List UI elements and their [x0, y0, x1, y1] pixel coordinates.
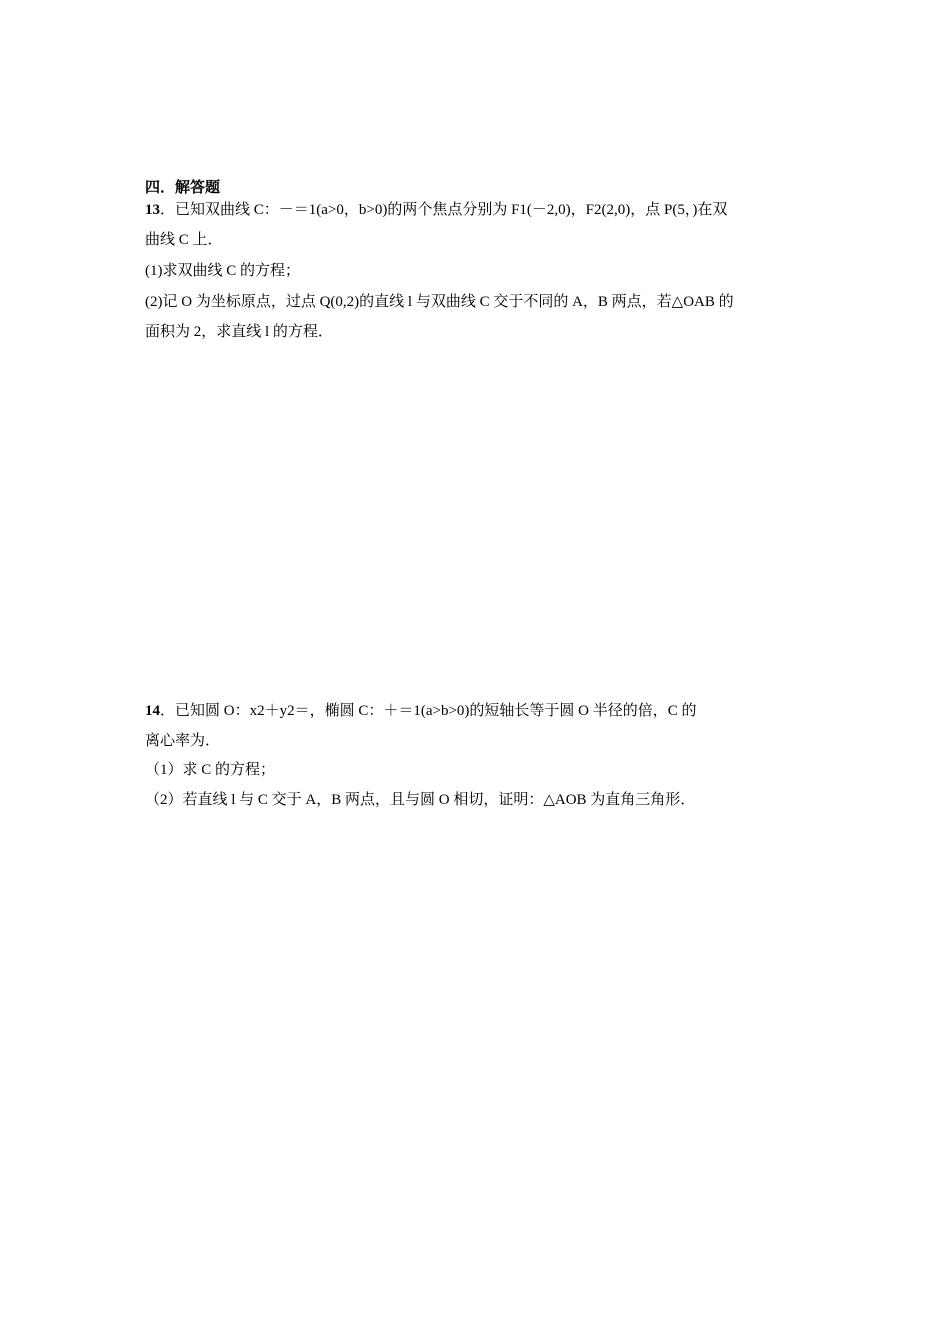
q13-part2-line1: (2)记 O 为坐标原点，过点 Q(0,2)的直线 l 与双曲线 C 交于不同的 A，B 两点，若△OAB 的	[145, 294, 734, 310]
q13-line2: 曲线 C 上．	[145, 232, 223, 248]
q14-part2: （2）若直线 l 与 C 交于 A，B 两点，且与圆 O 相切，证明：△AOB 为直角三角形．	[145, 792, 696, 808]
q13-part1: (1)求双曲线 C 的方程；	[145, 263, 300, 279]
q13-line1	[145, 200, 727, 220]
q14-line1	[145, 701, 697, 721]
q14-part1: （1）求 C 的方程；	[145, 762, 276, 778]
section-title: 四．解答题	[145, 180, 221, 196]
q13-part2-line2: 面积为 2，求直线 l 的方程．	[145, 324, 333, 340]
q13-line1-text: ．已知双曲线 C：－＝1(a>0，b>0)的两个焦点分别为 F1(－2,0)，F2(2,0)，点 P(5，)在双	[160, 202, 728, 218]
q14-number: 14	[145, 703, 160, 719]
q13-number: 13	[145, 202, 160, 218]
q14-line1-text: ．已知圆 O：x2＋y2＝，椭圆 C：＋＝1(a>b>0)的短轴长等于圆 O 半径的倍，C 的	[160, 703, 697, 719]
q14-line2: 离心率为．	[145, 733, 221, 749]
